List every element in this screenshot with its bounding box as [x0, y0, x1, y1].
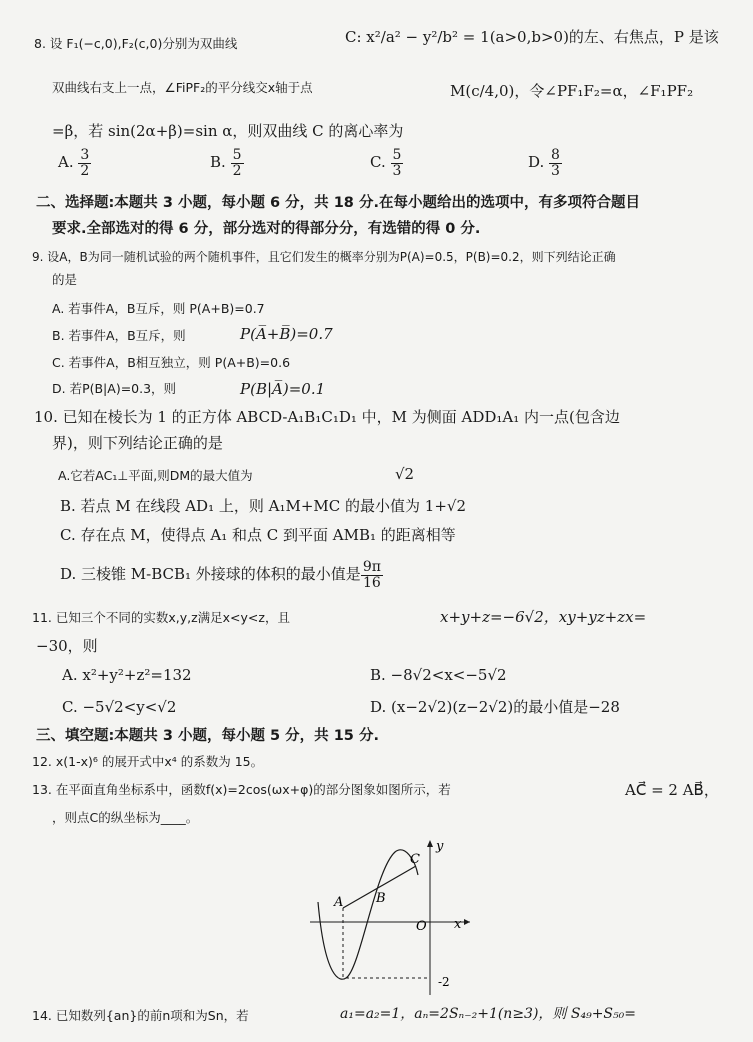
q8-option-d-label: D.	[528, 153, 545, 172]
q8-option-b-num: 5	[232, 147, 242, 163]
q8-option-a	[58, 148, 91, 178]
q8-option-c	[370, 148, 403, 178]
q11-option-b: B. −8√2<x<−5√2	[370, 666, 507, 684]
point-c-label: C	[410, 852, 420, 867]
q8-option-b-den: 2	[232, 162, 242, 179]
q13-line2: ，则点C的纵坐标为____。	[52, 810, 199, 825]
y-axis-arrow-icon	[427, 840, 433, 847]
q9-option-b-math: P(A̅+B̅)=0.7	[240, 325, 333, 343]
q8-line2-left: 双曲线右支上一点，∠FiPF₂的平分线交x轴于点	[52, 80, 313, 95]
section2-heading-line2: 要求.全部选对的得 6 分，部分选对的得部分分，有选错的得 0 分.	[52, 221, 481, 237]
q10-option-a-math: √2	[395, 465, 415, 483]
q10-line1: 10. 已知在棱长为 1 的正方体 ABCD-A₁B₁C₁D₁ 中，M 为侧面 ADD₁A₁ 内一点(包含边	[34, 408, 620, 426]
q9-line1: 9. 设A，B为同一随机试验的两个随机事件，且它们发生的概率分别为P(A)=0.5，P(B)=0.2，则下列结论正确	[32, 250, 616, 264]
point-b-label: B	[376, 891, 386, 906]
origin-label: O	[416, 919, 427, 934]
q9-option-d-text: D. 若P(B|A)=0.3，则	[52, 381, 177, 396]
q10-option-d-fraction	[361, 560, 383, 590]
q8-line3: =β，若 sin(2α+β)=sin α，则双曲线 C 的离心率为	[52, 122, 404, 140]
q14-right: a₁=a₂=1，aₙ=2Sₙ₋₂+1(n≥3)，则 S₄₉+S₅₀=	[340, 1006, 636, 1022]
q8-option-a-den: 2	[80, 162, 90, 179]
q9-option-c: C. 若事件A，B相互独立，则 P(A+B)=0.6	[52, 355, 291, 370]
q8-option-c-label: C.	[370, 153, 386, 172]
q9-line2: 的是	[52, 272, 78, 287]
q8-option-d-fraction	[549, 148, 562, 178]
q11-option-c: C. −5√2<y<√2	[62, 698, 177, 716]
section2-heading-line1: 二、选择题:本题共 3 小题，每小题 6 分，共 18 分.在每小题给出的选项中，有多项符合题目	[36, 195, 640, 211]
q8-option-b-label: B.	[210, 153, 226, 172]
q8-option-d	[528, 148, 562, 178]
q8-option-d-num: 8	[551, 147, 560, 163]
q8-option-a-num: 3	[80, 147, 90, 163]
q11-option-a: A. x²+y²+z²=132	[62, 666, 192, 684]
q13-line1-right: AC⃗ = 2 AB⃗，	[625, 781, 719, 799]
q8-option-c-num: 5	[392, 147, 402, 163]
q8-line1-left: 8. 设 F₁(−c,0),F₂(c,0)分别为双曲线	[34, 36, 238, 51]
cosine-curve	[318, 850, 418, 979]
x-axis-arrow-icon	[464, 919, 470, 925]
q8-option-a-fraction	[78, 148, 91, 178]
ymin-label: -2	[438, 975, 450, 989]
x-axis-label: x	[454, 917, 462, 932]
q10-option-c: C. 存在点 M，使得点 A₁ 和点 C 到平面 AMB₁ 的距离相等	[60, 526, 456, 544]
q13-line1: 13. 在平面直角坐标系中，函数f(x)=2cos(ωx+φ)的部分图象如图所示，若	[32, 782, 451, 797]
q8-option-c-den: 3	[392, 162, 402, 179]
q10-option-d	[60, 560, 383, 590]
q8-option-c-fraction	[391, 148, 404, 178]
q11-line1-left: 11. 已知三个不同的实数x,y,z满足x<y<z，且	[32, 610, 290, 625]
q8-option-d-den: 3	[551, 162, 560, 179]
q9-option-b-text: B. 若事件A，B互斥，则	[52, 328, 186, 343]
q8-option-b-fraction	[231, 148, 244, 178]
q10-line2: 界)，则下列结论正确的是	[52, 434, 223, 452]
q8-option-a-label: A.	[58, 153, 74, 172]
q8-line2-right: M(c/4,0)，令∠PF₁F₂=α，∠F₁PF₂	[450, 82, 694, 100]
q10-option-d-den: 16	[362, 574, 381, 591]
q12-text: 12. x(1-x)⁶ 的展开式中x⁴ 的系数为 15。	[32, 754, 264, 769]
q9-option-d-math: P(B|A̅)=0.1	[240, 380, 326, 398]
q11-line1-right: x+y+z=−6√2，xy+yz+zx=	[440, 608, 647, 626]
point-a-label: A	[334, 895, 344, 910]
q8-option-b	[210, 148, 244, 178]
q10-option-a-text: A.它若AC₁⊥平面,则DM的最大值为	[58, 468, 253, 483]
q11-option-d: D. (x−2√2)(z−2√2)的最小值是−28	[370, 698, 620, 716]
q10-option-d-num: 9π	[362, 559, 381, 575]
q11-line2: −30，则	[36, 637, 98, 655]
q13-cosine-graph	[300, 830, 480, 1000]
q9-option-a: A. 若事件A，B互斥，则 P(A+B)=0.7	[52, 301, 265, 316]
section3-heading: 三、填空题:本题共 3 小题，每小题 5 分，共 15 分.	[36, 728, 379, 744]
y-axis-label: y	[436, 839, 444, 854]
q14-left: 14. 已知数列{an}的前n项和为Sn，若	[32, 1008, 249, 1023]
q10-option-b: B. 若点 M 在线段 AD₁ 上，则 A₁M+MC 的最小值为 1+√2	[60, 497, 466, 515]
q8-line1-right: C: x²/a² − y²/b² = 1(a>0,b>0)的左、右焦点，P 是该	[345, 28, 719, 46]
q10-option-d-text: D. 三棱锥 M-BCB₁ 外接球的体积的最小值是	[60, 565, 361, 584]
